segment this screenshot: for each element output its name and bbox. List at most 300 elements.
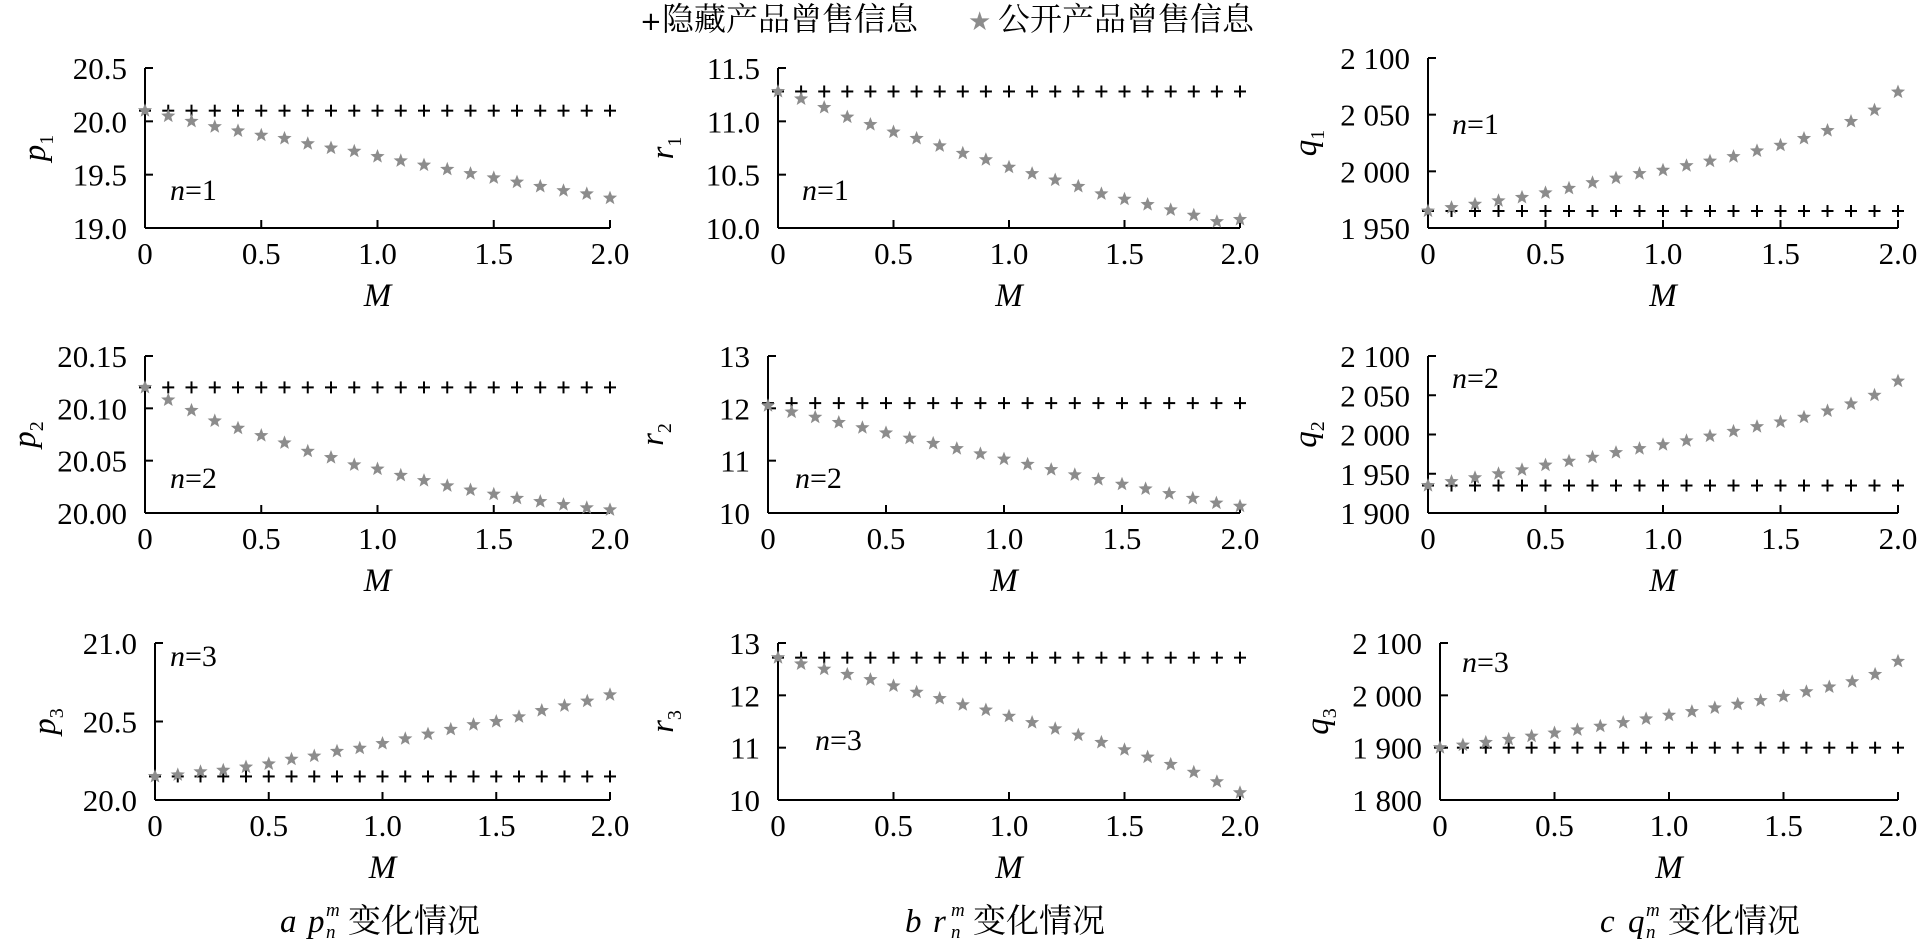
plus-point bbox=[325, 105, 337, 117]
y-axis-title: $q_3$ bbox=[1300, 708, 1341, 735]
x-tick-label: 0 bbox=[770, 236, 786, 271]
plus-point bbox=[1142, 85, 1154, 97]
star-point bbox=[1703, 429, 1717, 443]
plus-point bbox=[465, 381, 477, 393]
plus-point bbox=[980, 652, 992, 664]
star-point bbox=[1679, 433, 1693, 447]
x-tick-label: 0 bbox=[1420, 236, 1436, 271]
plus-point bbox=[1845, 205, 1857, 217]
plus-point bbox=[1587, 205, 1599, 217]
star-point bbox=[1094, 735, 1108, 749]
plus-point bbox=[1571, 742, 1583, 754]
x-tick-label: 1.0 bbox=[989, 808, 1029, 843]
y-axis-title: $r_1$ bbox=[645, 136, 686, 160]
star-point bbox=[284, 752, 298, 766]
y-tick-label: 12 bbox=[719, 391, 750, 427]
x-tick-label: 1.5 bbox=[474, 521, 514, 556]
plus-point bbox=[904, 397, 916, 409]
star-point bbox=[1632, 441, 1646, 455]
plus-point bbox=[1728, 480, 1740, 492]
plus-point bbox=[1493, 480, 1505, 492]
plus-point bbox=[395, 381, 407, 393]
star-point bbox=[603, 687, 617, 701]
plus-point bbox=[1755, 742, 1767, 754]
plus-point bbox=[1003, 85, 1015, 97]
star-point bbox=[1799, 684, 1813, 698]
star-point bbox=[979, 703, 993, 717]
plus-point bbox=[1211, 652, 1223, 664]
plus-point bbox=[1026, 652, 1038, 664]
plus-point bbox=[1610, 480, 1622, 492]
plus-point bbox=[1526, 742, 1538, 754]
x-tick-label: 1.0 bbox=[358, 521, 397, 556]
caption-subscript: n bbox=[951, 922, 961, 943]
plus-point bbox=[980, 85, 992, 97]
plus-point bbox=[1516, 205, 1528, 217]
y-tick-label: 2 050 bbox=[1340, 97, 1410, 133]
plus-point bbox=[1469, 480, 1481, 492]
star-point bbox=[1585, 175, 1599, 189]
star-point bbox=[324, 450, 338, 464]
x-tick-label: 0 bbox=[760, 521, 776, 556]
star-point bbox=[1491, 193, 1505, 207]
star-point bbox=[1515, 190, 1529, 204]
plus-point bbox=[934, 85, 946, 97]
plus-point bbox=[441, 381, 453, 393]
plus-point bbox=[488, 105, 500, 117]
plus-point bbox=[1140, 397, 1152, 409]
star-point bbox=[1867, 103, 1881, 117]
star-point bbox=[1822, 680, 1836, 694]
plus-point bbox=[1869, 742, 1881, 754]
x-axis-title: M bbox=[1655, 850, 1683, 886]
x-tick-label: 0.5 bbox=[241, 521, 281, 556]
plus-point bbox=[1045, 397, 1057, 409]
star-point bbox=[903, 431, 917, 445]
star-point bbox=[1868, 667, 1882, 681]
star-point bbox=[208, 119, 222, 133]
star-point bbox=[1515, 462, 1529, 476]
plus-point bbox=[441, 105, 453, 117]
star-point bbox=[933, 138, 947, 152]
star-point bbox=[910, 685, 924, 699]
plus-point bbox=[255, 381, 267, 393]
star-point bbox=[1685, 704, 1699, 718]
x-tick-label: 1.5 bbox=[1102, 521, 1142, 556]
y-tick-label: 20.5 bbox=[82, 704, 137, 740]
plus-point bbox=[302, 105, 314, 117]
star-point bbox=[580, 694, 594, 708]
legend-hidden-label: 隐藏产品曾售信息 bbox=[662, 0, 919, 38]
plus-point bbox=[372, 105, 384, 117]
star-point bbox=[1616, 715, 1630, 729]
panel-annotation: n=2 bbox=[170, 462, 217, 495]
plus-point bbox=[536, 770, 548, 782]
plus-point bbox=[1234, 652, 1246, 664]
plus-point bbox=[513, 770, 525, 782]
star-point bbox=[933, 691, 947, 705]
x-tick-label: 0.5 bbox=[866, 521, 906, 556]
panel-r1 bbox=[645, 51, 1259, 314]
plus-point bbox=[581, 381, 593, 393]
caption-prefix: c bbox=[1600, 904, 1615, 940]
legend-hidden-marker: + bbox=[640, 7, 662, 37]
x-tick-label: 2.0 bbox=[1220, 236, 1260, 271]
plus-point bbox=[232, 381, 244, 393]
star-point bbox=[1844, 396, 1858, 410]
y-tick-label: 13 bbox=[719, 339, 750, 374]
plus-point bbox=[279, 105, 291, 117]
plus-point bbox=[1892, 480, 1904, 492]
plus-point bbox=[1072, 85, 1084, 97]
star-point bbox=[1632, 166, 1646, 180]
star-point bbox=[487, 170, 501, 184]
x-tick-label: 2.0 bbox=[590, 521, 630, 556]
y-axis-title: $p_3$ bbox=[27, 708, 68, 735]
star-point bbox=[254, 428, 268, 442]
star-point bbox=[817, 100, 831, 114]
caption-text: 变化情况 bbox=[348, 901, 480, 940]
star-point bbox=[398, 731, 412, 745]
x-axis-title: M bbox=[1649, 563, 1677, 599]
plus-point bbox=[1211, 85, 1223, 97]
star-point bbox=[1656, 437, 1670, 451]
plus-point bbox=[263, 770, 275, 782]
plus-point bbox=[372, 381, 384, 393]
y-tick-label: 1 900 bbox=[1340, 496, 1410, 531]
plus-point bbox=[399, 770, 411, 782]
star-point bbox=[863, 672, 877, 686]
panel-annotation: n=2 bbox=[795, 462, 842, 495]
star-point bbox=[1585, 450, 1599, 464]
x-tick-label: 0 bbox=[770, 808, 786, 843]
x-tick-label: 1.0 bbox=[358, 236, 397, 271]
star-point bbox=[1094, 186, 1108, 200]
y-tick-label: 11 bbox=[730, 730, 760, 766]
star-point bbox=[997, 452, 1011, 466]
y-axis-title: $q_2$ bbox=[1288, 421, 1329, 448]
plus-point bbox=[1798, 480, 1810, 492]
caption-superscript: m bbox=[326, 900, 340, 921]
plus-point bbox=[1704, 205, 1716, 217]
star-point bbox=[956, 146, 970, 160]
panel-annotation: n=1 bbox=[170, 174, 217, 207]
plus-point bbox=[1095, 85, 1107, 97]
star-point bbox=[161, 393, 175, 407]
star-point bbox=[1068, 467, 1082, 481]
y-tick-label: 2 100 bbox=[1340, 41, 1410, 76]
caption-symbol: r bbox=[933, 904, 946, 940]
star-point bbox=[533, 179, 547, 193]
panel-annotation: n=2 bbox=[1452, 362, 1499, 395]
star-point bbox=[1679, 158, 1693, 172]
star-point bbox=[1164, 202, 1178, 216]
legend-public-marker: ★ bbox=[968, 7, 992, 37]
star-point bbox=[231, 421, 245, 435]
caption-prefix: a bbox=[280, 904, 297, 940]
x-tick-label: 1.5 bbox=[1105, 236, 1144, 271]
plus-point bbox=[1610, 205, 1622, 217]
plus-point bbox=[1210, 397, 1222, 409]
star-point bbox=[1754, 693, 1768, 707]
y-tick-label: 1 800 bbox=[1352, 783, 1422, 818]
plus-point bbox=[1869, 480, 1881, 492]
star-point bbox=[533, 494, 547, 508]
x-tick-label: 0.5 bbox=[241, 236, 281, 271]
star-point bbox=[1820, 123, 1834, 137]
plus-point bbox=[1822, 205, 1834, 217]
y-tick-label: 1 950 bbox=[1340, 211, 1410, 246]
plus-point bbox=[302, 381, 314, 393]
star-point bbox=[370, 149, 384, 163]
star-point bbox=[1048, 721, 1062, 735]
plus-point bbox=[1657, 205, 1669, 217]
star-point bbox=[1115, 477, 1129, 491]
y-tick-label: 20.00 bbox=[57, 496, 127, 531]
plus-point bbox=[888, 652, 900, 664]
star-point bbox=[840, 667, 854, 681]
panel-p3 bbox=[27, 626, 629, 886]
plus-point bbox=[331, 770, 343, 782]
y-tick-label: 20.0 bbox=[72, 104, 127, 140]
y-tick-label: 12 bbox=[729, 678, 760, 714]
star-point bbox=[1662, 708, 1676, 722]
star-point bbox=[184, 114, 198, 128]
y-tick-label: 10.5 bbox=[705, 157, 760, 193]
plus-point bbox=[1069, 397, 1081, 409]
y-tick-label: 20.05 bbox=[57, 443, 127, 479]
y-tick-label: 10 bbox=[719, 496, 750, 531]
y-axis-title: $p_1$ bbox=[17, 134, 58, 162]
plus-point bbox=[957, 652, 969, 664]
star-point bbox=[1164, 757, 1178, 771]
star-point bbox=[1639, 711, 1653, 725]
caption-superscript: m bbox=[1646, 900, 1660, 921]
star-point bbox=[1776, 689, 1790, 703]
panel-annotation: n=3 bbox=[815, 724, 862, 757]
y-tick-label: 10.0 bbox=[705, 211, 760, 246]
star-point bbox=[1071, 728, 1085, 742]
x-tick-label: 1.0 bbox=[1643, 521, 1683, 556]
y-axis-title: $r_3$ bbox=[645, 710, 686, 733]
plus-point bbox=[1751, 205, 1763, 217]
plus-point bbox=[1587, 480, 1599, 492]
star-point bbox=[1525, 729, 1539, 743]
x-tick-label: 1.0 bbox=[984, 521, 1024, 556]
star-point bbox=[512, 709, 526, 723]
y-axis-title: $p_2$ bbox=[7, 421, 48, 448]
star-point bbox=[510, 491, 524, 505]
star-point bbox=[1750, 143, 1764, 157]
y-tick-label: 2 000 bbox=[1352, 678, 1422, 714]
y-tick-label: 20.15 bbox=[57, 339, 127, 374]
caption-a bbox=[280, 900, 480, 943]
y-axis-title: $r_2$ bbox=[635, 423, 676, 446]
star-point bbox=[1141, 750, 1155, 764]
chart-panels bbox=[7, 41, 1917, 886]
y-tick-label: 13 bbox=[729, 626, 760, 661]
plus-point bbox=[490, 770, 502, 782]
star-point bbox=[1141, 197, 1155, 211]
star-point bbox=[463, 166, 477, 180]
plus-point bbox=[1823, 742, 1835, 754]
plus-point bbox=[1049, 652, 1061, 664]
plus-point bbox=[856, 397, 868, 409]
star-point bbox=[1117, 192, 1131, 206]
star-point bbox=[1750, 419, 1764, 433]
star-point bbox=[557, 698, 571, 712]
plus-point bbox=[422, 770, 434, 782]
plus-point bbox=[348, 381, 360, 393]
x-tick-label: 1.0 bbox=[1643, 236, 1683, 271]
plus-point bbox=[354, 770, 366, 782]
plus-point bbox=[1663, 742, 1675, 754]
x-tick-label: 1.5 bbox=[1764, 808, 1803, 843]
star-point bbox=[184, 403, 198, 417]
star-point bbox=[1891, 654, 1905, 668]
caption-b bbox=[905, 900, 1105, 943]
plus-point bbox=[1095, 652, 1107, 664]
plus-point bbox=[209, 381, 221, 393]
plus-point bbox=[255, 105, 267, 117]
plus-point bbox=[888, 85, 900, 97]
plus-point bbox=[604, 381, 616, 393]
star-point bbox=[1867, 388, 1881, 402]
plus-point bbox=[286, 770, 298, 782]
x-tick-label: 1.5 bbox=[474, 236, 514, 271]
star-point bbox=[324, 141, 338, 155]
caption-symbol: q bbox=[1628, 904, 1645, 940]
plus-point bbox=[1493, 205, 1505, 217]
star-point bbox=[417, 158, 431, 172]
y-tick-label: 19.0 bbox=[72, 211, 127, 246]
x-axis-title: M bbox=[1649, 278, 1677, 314]
plus-point bbox=[1822, 480, 1834, 492]
plus-point bbox=[1165, 652, 1177, 664]
x-tick-label: 0.5 bbox=[1535, 808, 1574, 843]
star-point bbox=[489, 714, 503, 728]
plus-point bbox=[604, 770, 616, 782]
plus-point bbox=[1728, 205, 1740, 217]
plus-point bbox=[377, 770, 389, 782]
legend-public-label: 公开产品曾售信息 bbox=[998, 0, 1255, 38]
star-point bbox=[330, 744, 344, 758]
plus-point bbox=[308, 770, 320, 782]
plus-point bbox=[911, 85, 923, 97]
caption-superscript: m bbox=[951, 900, 965, 921]
y-tick-label: 2 100 bbox=[1340, 339, 1410, 374]
plus-point bbox=[1188, 652, 1200, 664]
x-tick-label: 2.0 bbox=[1878, 236, 1918, 271]
star-point bbox=[1609, 445, 1623, 459]
plus-point bbox=[1775, 480, 1787, 492]
plus-point bbox=[1072, 652, 1084, 664]
plus-point bbox=[1704, 480, 1716, 492]
x-tick-label: 1.0 bbox=[363, 808, 402, 843]
star-point bbox=[832, 415, 846, 429]
panel-annotation: n=3 bbox=[170, 640, 217, 673]
star-point bbox=[1002, 160, 1016, 174]
star-point bbox=[863, 117, 877, 131]
plus-point bbox=[1686, 742, 1698, 754]
plus-point bbox=[1119, 652, 1131, 664]
star-point bbox=[1797, 410, 1811, 424]
plus-point bbox=[209, 105, 221, 117]
star-point bbox=[1726, 424, 1740, 438]
plus-point bbox=[395, 105, 407, 117]
plus-point bbox=[1892, 742, 1904, 754]
star-point bbox=[440, 478, 454, 492]
star-point bbox=[417, 473, 431, 487]
star-point bbox=[277, 435, 291, 449]
star-point bbox=[1562, 181, 1576, 195]
star-point bbox=[785, 405, 799, 419]
plus-point bbox=[864, 652, 876, 664]
star-point bbox=[1891, 85, 1905, 99]
plus-point bbox=[911, 652, 923, 664]
star-point bbox=[1844, 114, 1858, 128]
y-tick-label: 2 000 bbox=[1340, 417, 1410, 453]
y-tick-label: 11.0 bbox=[706, 104, 760, 140]
plus-point bbox=[1026, 85, 1038, 97]
plus-point bbox=[1775, 205, 1787, 217]
plus-point bbox=[279, 381, 291, 393]
star-point bbox=[580, 500, 594, 514]
panel-r3 bbox=[645, 626, 1259, 886]
y-tick-label: 19.5 bbox=[72, 157, 127, 193]
star-point bbox=[1187, 208, 1201, 222]
plus-point bbox=[418, 105, 430, 117]
x-tick-label: 2.0 bbox=[1220, 521, 1260, 556]
star-point bbox=[1538, 458, 1552, 472]
plus-point bbox=[841, 652, 853, 664]
star-point bbox=[466, 717, 480, 731]
x-axis-title: M bbox=[363, 563, 392, 599]
plus-point bbox=[1188, 85, 1200, 97]
star-point bbox=[979, 152, 993, 166]
plus-point bbox=[1798, 205, 1810, 217]
star-point bbox=[1845, 674, 1859, 688]
star-point bbox=[1797, 131, 1811, 145]
plus-point bbox=[1563, 480, 1575, 492]
x-tick-label: 1.5 bbox=[1761, 236, 1800, 271]
star-point bbox=[1726, 149, 1740, 163]
plus-point bbox=[1142, 652, 1154, 664]
panel-p2 bbox=[7, 339, 629, 599]
star-point bbox=[1186, 491, 1200, 505]
x-tick-label: 2.0 bbox=[1878, 808, 1918, 843]
y-tick-label: 20.5 bbox=[72, 51, 127, 86]
plus-point bbox=[1640, 742, 1652, 754]
star-point bbox=[556, 183, 570, 197]
x-tick-label: 0.5 bbox=[1526, 236, 1565, 271]
plus-point bbox=[468, 770, 480, 782]
star-point bbox=[375, 736, 389, 750]
plus-point bbox=[1681, 480, 1693, 492]
star-point bbox=[301, 444, 315, 458]
plus-point bbox=[957, 85, 969, 97]
star-point bbox=[1703, 154, 1717, 168]
plus-point bbox=[1540, 205, 1552, 217]
star-point bbox=[1570, 722, 1584, 736]
star-point bbox=[1708, 700, 1722, 714]
star-point bbox=[855, 420, 869, 434]
plus-point bbox=[232, 105, 244, 117]
plus-point bbox=[1845, 480, 1857, 492]
star-point bbox=[1562, 454, 1576, 468]
star-point bbox=[1731, 697, 1745, 711]
caption-subscript: n bbox=[326, 922, 336, 943]
